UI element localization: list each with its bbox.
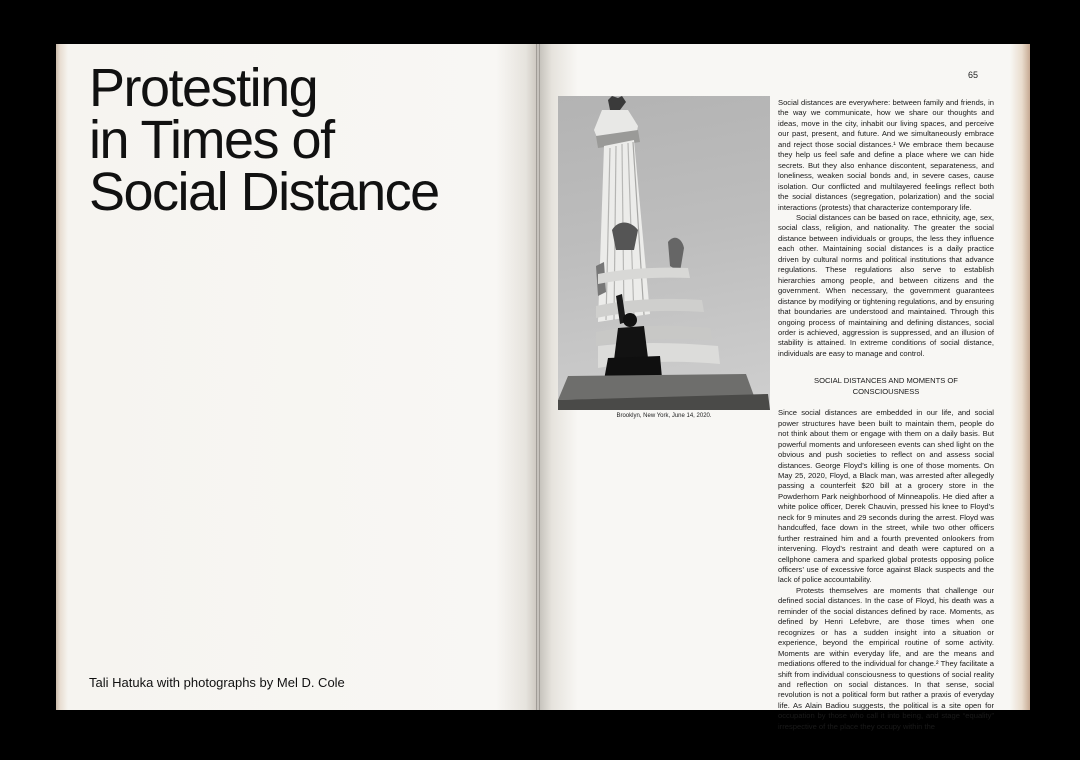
article-body <box>778 98 994 732</box>
paragraph-1: Social distances are everywhere: between family and friends, in the way we communicate, how we share our thoughts and ideas, move in the city, inhabit our living spaces, and perceive our past, present, and future. And we simultaneously embrace and reject those social distances.¹ We embrace them because they help us feel safe and define a place where we can hide secrets. But they also enhance discontent, separateness, and loneliness, weaken social bonds and, in severe cases, cause isolation. Our conflicted and multilayered feelings reflect both the social distances (segregation, polarization) and the social interactions (protests) that characterize contemporary life. <box>778 98 994 212</box>
author-byline: Tali Hatuka with photographs by Mel D. Cole <box>89 675 345 690</box>
photo-caption: Brooklyn, New York, June 14, 2020. <box>616 413 712 419</box>
section-heading <box>778 376 994 397</box>
section-heading-line-2: CONSCIOUSNESS <box>852 386 920 396</box>
monument-illustration <box>558 96 770 410</box>
protest-photo <box>558 96 770 410</box>
page-title <box>89 58 529 222</box>
paragraph-4: Protests themselves are moments that challenge our defined social distances. In the case of Floyd, his death was a reminder of the social distances defined by race. Moments, as defined by Henri Lefebvre, are those times when one recognizes or has a sudden insight into a situation or experience, beyond the empirical routine of some activity. Moments are within everyday life, and are the means and mediations offered to the individual for change.² They facilitate a shift from individual consciousness to questions of social reality and reflection on social distances. In that sense, social revolution is not a political form but rather a praxis of everyday life. As Alain Badiou suggests, the political is a site open for occupation by those who call it into being, and stage “equality” irrespective of the place they occupy within the <box>778 585 994 731</box>
title-line-3: Social Distance <box>89 162 439 222</box>
page-number: 65 <box>968 70 979 80</box>
section-heading-line-1: SOCIAL DISTANCES AND MOMENTS OF <box>814 376 958 386</box>
paragraph-3: Since social distances are embedded in our life, and social power structures have been built to maintain them, people do not think about them or engage with them on a daily basis. But powerful moments and unforeseen events can shed light on the obvious and push societies to reflect on and assess social distances. George Floyd’s killing is one of those moments. On May 25, 2020, Floyd, a Black man, was arrested after allegedly passing a counterfeit $20 bill at a grocery store in the Powderhorn Park neighborhood of Minneapolis. He died after a white police officer, Derek Chauvin, pressed his knee to Floyd’s neck for 9 minutes and 29 seconds during the arrest. Floyd was handcuffed, face down in the street, while two other officers further restrained him and a fourth prevented onlookers from intervening. Floyd’s restraint and death were captured on a cellphone camera and sparked global protests opposing police officers’ use of excessive force against Black suspects and the lack of police accountability. <box>778 408 994 585</box>
book-spine <box>536 44 540 710</box>
title-line-2: in Times of <box>89 110 334 170</box>
paragraph-2: Social distances can be based on race, ethnicity, age, sex, social class, religion, and nationality. The greater the social distance between individuals or groups, the less they influence each other. Maintaining social distances is a daily practice driven by cultural norms and political institutions that advance regulations. These regulations also serve to establish hierarchies among people, and between citizens and the government. When necessary, the government guarantees distance by modifying or tightening regulations, and by ensuring that boundaries are understood and maintained. Through this ongoing process of maintaining and defining distances, social order is achieved, aggression is suppressed, and an illusion of stability is attained. In extreme conditions of social distance, individuals are easy to manage and control. <box>778 212 994 358</box>
title-line-1: Protesting <box>89 58 318 118</box>
